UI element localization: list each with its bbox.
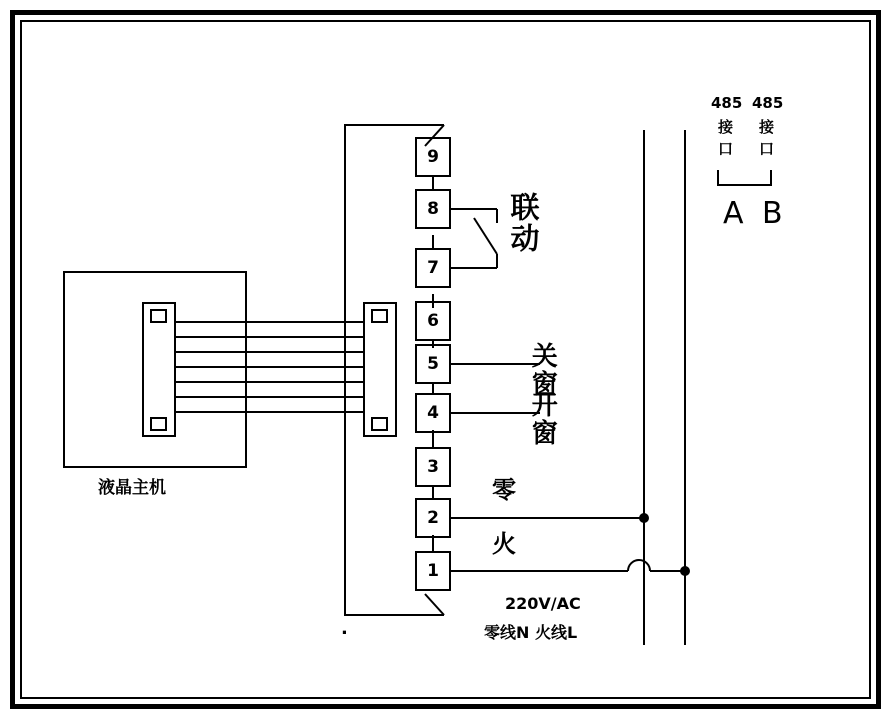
rs485-left-line1: 485	[711, 94, 743, 112]
live-wire-label: 火	[492, 530, 516, 558]
rs485-left-line3: 口	[718, 140, 734, 158]
neutral-wire-label: 零	[492, 476, 516, 504]
interlock-switch-blade	[474, 218, 497, 254]
rs485-right-line2: 接	[759, 118, 775, 136]
close-window-label: 关窗	[527, 342, 558, 398]
rs485-right-line1: 485	[752, 94, 784, 112]
interlock-label: 联动	[506, 192, 541, 254]
wire-hop	[628, 560, 650, 571]
dot-mark: .	[341, 618, 348, 639]
terminal-label-1: 1	[427, 561, 439, 581]
lcd-host-label: 液晶主机	[98, 478, 166, 498]
power-spec-label: 220V/AC	[505, 594, 581, 613]
terminal-label-4: 4	[427, 403, 439, 423]
power-wires-label: 零线N 火线L	[484, 623, 578, 642]
terminal-label-3: 3	[427, 457, 439, 477]
terminal-label-9: 9	[427, 147, 439, 167]
rs485-bracket	[718, 170, 771, 185]
lcd-host-box	[64, 272, 246, 467]
rs485-right-line3: 口	[759, 140, 775, 158]
terminal-b-label: B	[762, 196, 783, 231]
rs485-left-line2: 接	[718, 118, 734, 136]
terminal-label-5: 5	[427, 354, 439, 374]
open-window-label: 开窗	[527, 391, 558, 447]
terminal-label-6: 6	[427, 311, 439, 331]
junction-dot-neutral	[639, 513, 649, 523]
terminal-a-label: A	[723, 196, 744, 231]
junction-dot-live	[680, 566, 690, 576]
terminal-label-7: 7	[427, 258, 439, 278]
terminal-label-8: 8	[427, 199, 439, 219]
terminal-label-2: 2	[427, 508, 439, 528]
